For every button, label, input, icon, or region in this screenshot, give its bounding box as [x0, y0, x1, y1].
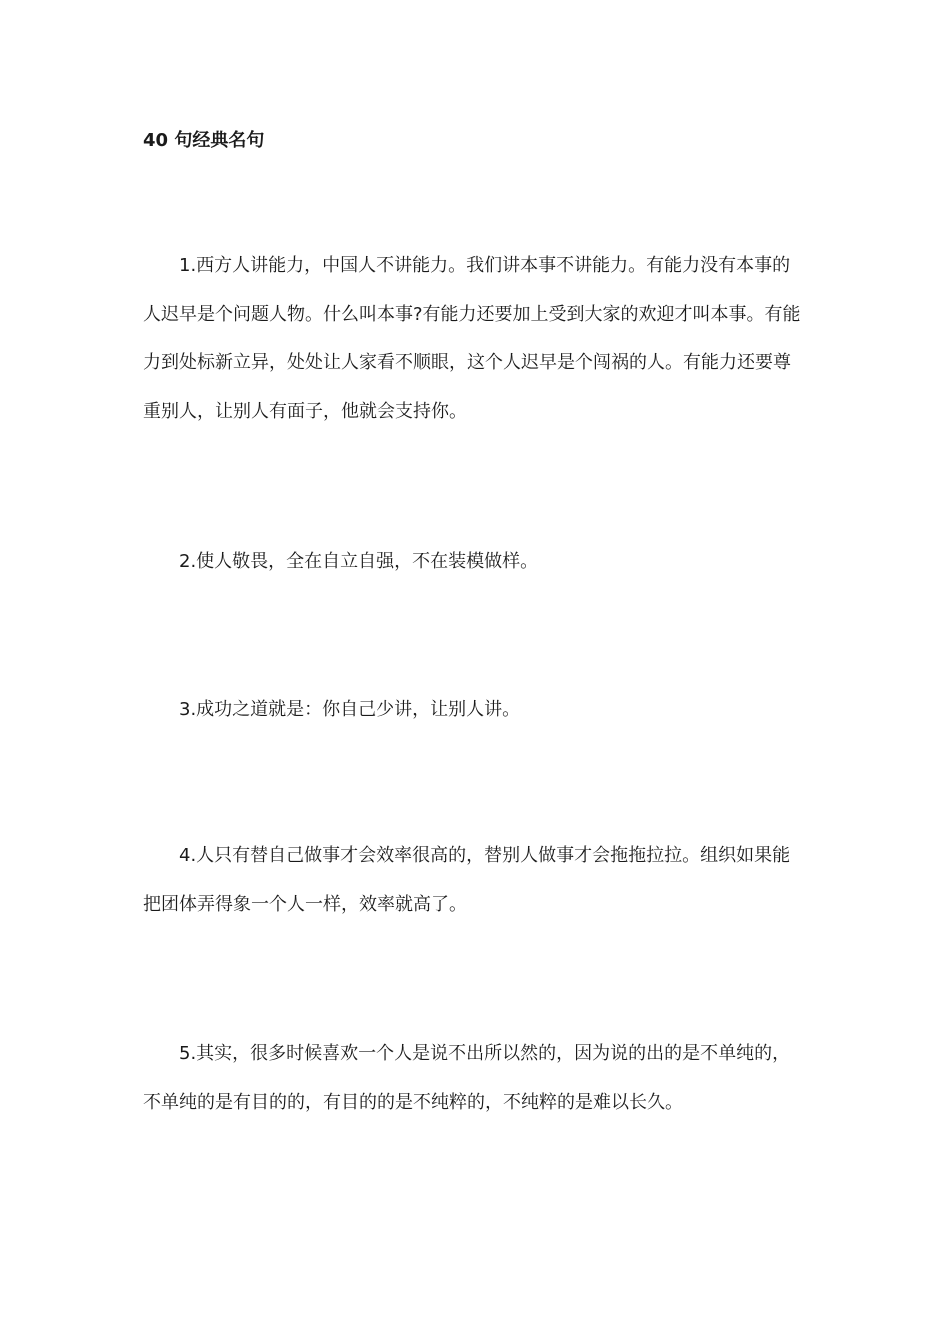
- quote-paragraph-3: 3.成功之道就是：你自己少讲，让别人讲。: [179, 699, 521, 720]
- document-title: 40 句经典名句: [143, 130, 265, 151]
- quote-paragraph-4: 4.人只有替自己做事才会效率很高的，替别人做事才会拖拖拉拉。组织如果能把团体弄得象一个人一样，效率就高了。: [143, 845, 791, 915]
- quote-paragraph-2: 2.使人敬畏，全在自立自强，不在装模做样。: [179, 551, 539, 572]
- quote-paragraph-5: 5.其实，很多时候喜欢一个人是说不出所以然的，因为说的出的是不单纯的，不单纯的是有目的的，有目的的是不纯粹的，不纯粹的是难以长久。: [143, 1043, 791, 1113]
- quote-paragraph-1: 1.西方人讲能力，中国人不讲能力。我们讲本事不讲能力。有能力没有本事的人迟早是个问题人物。什么叫本事?有能力还要加上受到大家的欢迎才叫本事。有能力到处标新立异，处处让人家看不顺眼，这个人迟早是个闯祸的人。有能力还要尊重别人，让别人有面子，他就会支持你。: [143, 255, 801, 422]
